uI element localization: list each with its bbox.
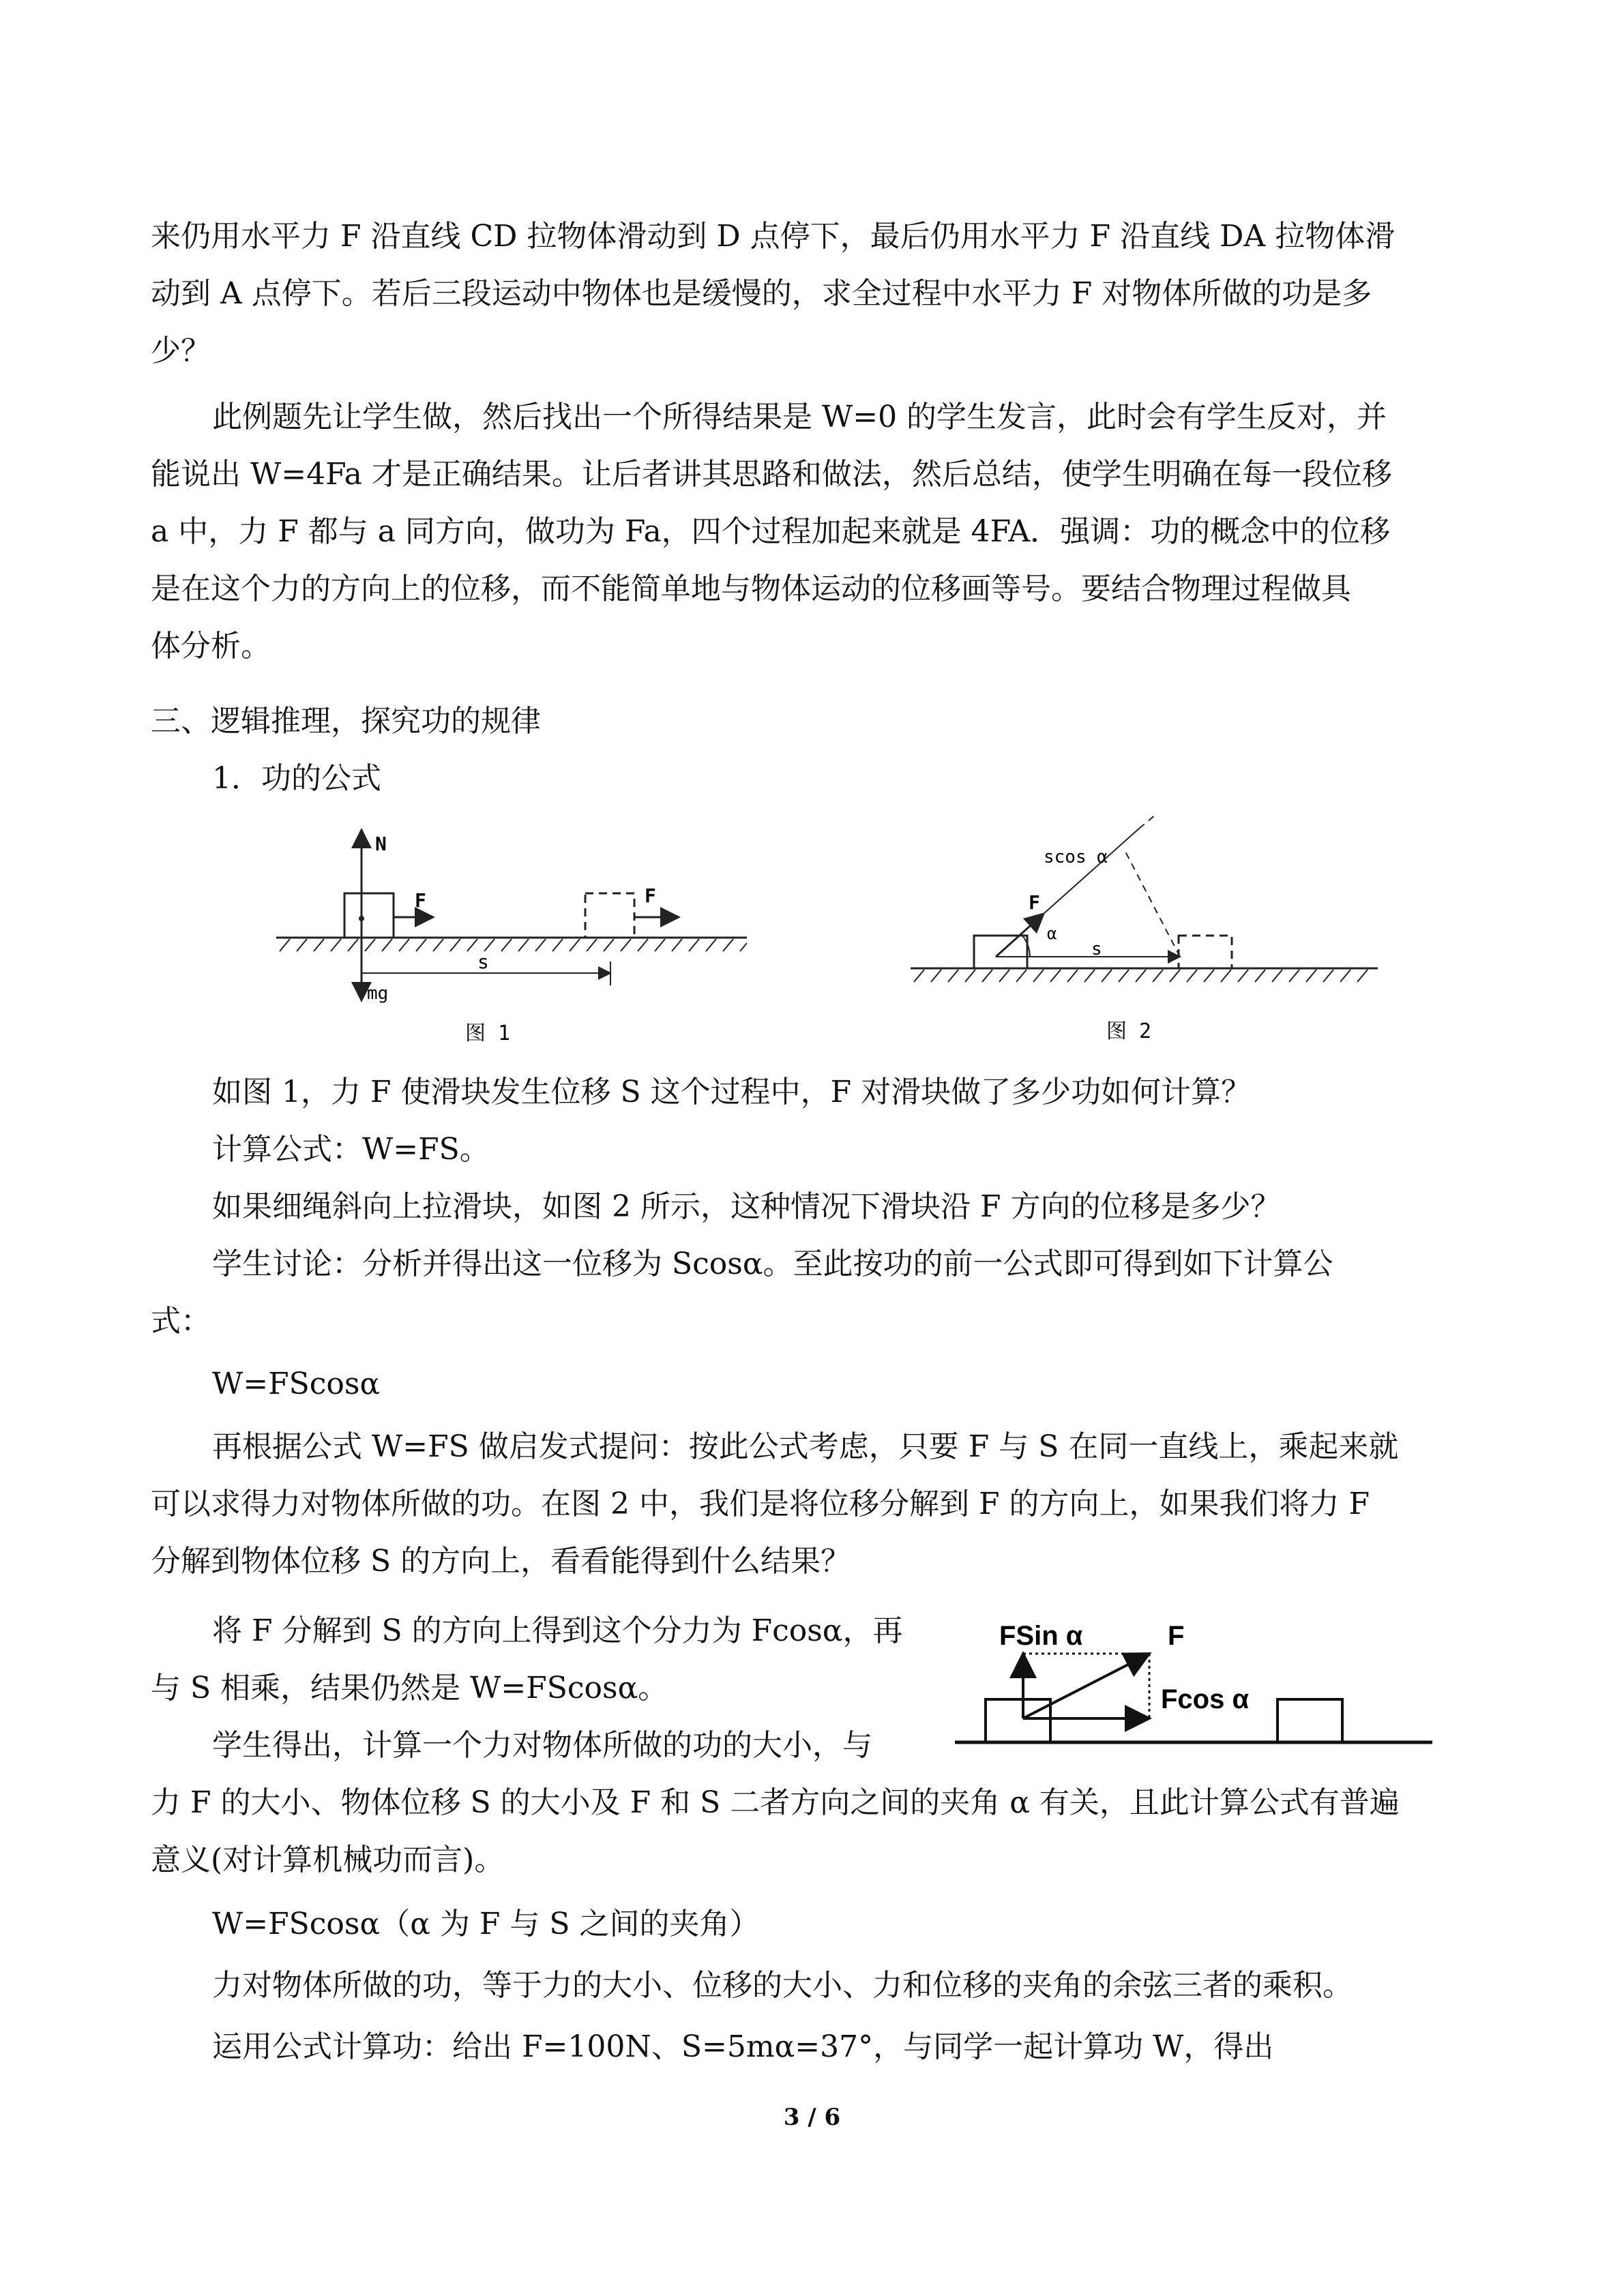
block-dashed [1179, 936, 1232, 968]
text-line: 计算公式：W=FS。 [212, 1132, 490, 1167]
formula: W=FScosα [212, 1367, 381, 1401]
block-right [1278, 1699, 1342, 1742]
label-F: F [415, 889, 426, 912]
text-line: 能说出 W=4Fa 才是正确结果。让后者讲其思路和做法，然后总结，使学生明确在每一段位移 [151, 457, 1392, 492]
subsection-heading: 1．功的公式 [212, 761, 381, 796]
text-line: 式： [151, 1304, 211, 1339]
text-line: 意义(对计算机械功而言)。 [151, 1843, 505, 1877]
label-scos: scos α [1044, 847, 1108, 867]
figure-3-diagram [955, 1609, 1439, 1759]
text-line: 再根据公式 W=FS 做启发式提问：按此公式考虑，只要 F 与 S 在同一直线上，乘起来就 [212, 1429, 1399, 1464]
label-F2: F [645, 884, 656, 907]
page-number: 3 / 6 [783, 2104, 841, 2131]
text-line: 与 S 相乘，结果仍然是 W=FScosα。 [151, 1671, 668, 1705]
figure-1-caption: 图 1 [465, 1022, 511, 1045]
text-line: 力对物体所做的功，等于力的大小、位移的大小、力和位移的夹角的余弦三者的乘积。 [212, 1968, 1353, 2003]
text-line: 动到 A 点停下。若后三段运动中物体也是缓慢的，求全过程中水平力 F 对物体所做的功是多 [151, 276, 1372, 311]
label-F: F [1029, 891, 1040, 914]
label-mg: mg [367, 983, 389, 1004]
text-line: 运用公式计算功：给出 F=100N、S=5mα=37°，与同学一起计算功 W，得出 [212, 2029, 1274, 2064]
text-line: 分解到物体位移 S 的方向上，看看能得到什么结果？ [151, 1544, 851, 1579]
block-dashed [585, 893, 634, 938]
ground-hatching [914, 970, 1368, 982]
figure-2-caption: 图 2 [1106, 1019, 1152, 1043]
text-line: 可以求得力对物体所做的功。在图 2 中，我们是将位移分解到 F 的方向上，如果我们将力 F [151, 1487, 1370, 1521]
label-fcos: Fcos α [1161, 1684, 1250, 1714]
text-line: 此例题先让学生做，然后找出一个所得结果是 W=0 的学生发言，此时会有学生反对，并 [212, 400, 1387, 434]
text-line: 如图 1，力 F 使滑块发生位移 S 这个过程中，F 对滑块做了多少功如何计算？ [212, 1075, 1252, 1109]
force-arrow [1023, 1654, 1149, 1718]
figure-2-diagram [907, 815, 1391, 1047]
label-s: s [1091, 939, 1102, 959]
label-alpha: α [1047, 924, 1057, 943]
label-fsin: FSin α [999, 1621, 1083, 1651]
block [344, 893, 394, 938]
text-line: 体分析。 [151, 629, 271, 664]
ground-hatching [280, 939, 747, 951]
text-line: 来仍用水平力 F 沿直线 CD 拉物体滑动到 D 点停下，最后仍用水平力 F 沿直线 DA 拉物体滑 [151, 219, 1396, 254]
text-line: a 中，力 F 都与 a 同方向，做功为 Fa，四个过程加起来就是 4FA．强调：功的概念中的位移 [151, 514, 1391, 549]
text-line: 是在这个力的方向上的位移，而不能简单地与物体运动的位移画等号。要结合物理过程做具 [151, 571, 1351, 606]
label-N: N [375, 833, 387, 855]
section-heading: 三、逻辑推理，探究功的规律 [151, 704, 541, 739]
text-line: 如果细绳斜向上拉滑块，如图 2 所示，这种情况下滑块沿 F 方向的位移是多少？ [212, 1189, 1281, 1224]
text-line: 学生讨论：分析并得出这一位移为 Scosα。至此按功的前一公式即可得到如下计算公 [212, 1247, 1333, 1281]
perpendicular-line [1125, 852, 1180, 957]
label-s: s [477, 951, 489, 973]
projection-line [1044, 829, 1139, 914]
figure-1-diagram [266, 815, 764, 1047]
label-F: F [1168, 1621, 1185, 1651]
text-line: 将 F 分解到 S 的方向上得到这个分力为 Fcosα，再 [212, 1613, 903, 1648]
text-line: 学生得出，计算一个力对物体所做的功的大小，与 [212, 1728, 872, 1763]
text-line: 少？ [151, 333, 211, 368]
formula: W=FScosα（α 为 F 与 S 之间的夹角） [212, 1907, 760, 1941]
text-line: 力 F 的大小、物体位移 S 的大小及 F 和 S 二者方向之间的夹角 α 有关，且此计算公式有普遍 [151, 1785, 1400, 1820]
block [986, 1699, 1050, 1742]
